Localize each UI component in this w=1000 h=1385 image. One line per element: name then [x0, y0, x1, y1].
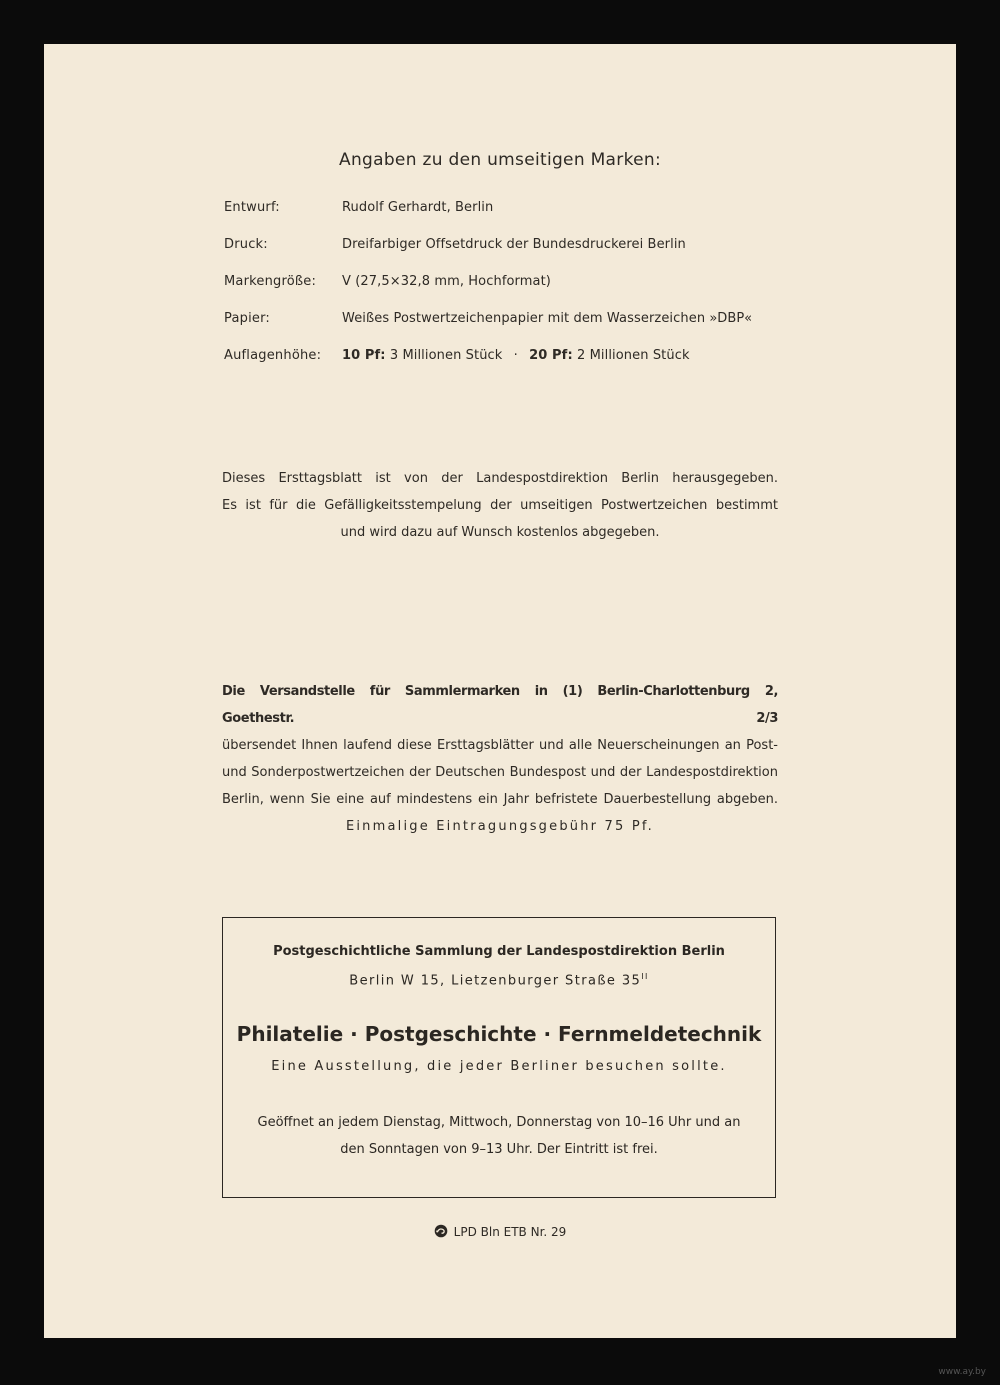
spec-label: Entwurf: [224, 200, 280, 215]
intro-line: Dieses Ersttagsblatt ist von der Landespostdirektion Berlin herausgegeben. [222, 471, 778, 486]
exhibition-box [222, 917, 776, 1198]
spec-row-print [224, 237, 686, 252]
address-floor: II [641, 972, 649, 981]
sheet-number: LPD Bln ETB Nr. 29 [453, 1225, 567, 1239]
post-horn-icon [434, 1224, 448, 1238]
spec-row-design [224, 200, 493, 215]
shipping-line-bold: Die Versandstelle für Sammlermarken in (1) Berlin-Charlottenburg 2, Goethestr. 2/3 [222, 684, 778, 726]
opening-hours-line: Geöffnet an jedem Dienstag, Mittwoch, Donnerstag von 10–16 Uhr und an [257, 1115, 741, 1130]
intro-line: Es ist für die Gefälligkeitsstempelung der umseitigen Postwertzeichen bestimmt [222, 498, 778, 513]
exhibition-headline: Philatelie · Postgeschichte · Fernmeldetechnik [236, 1022, 762, 1046]
address-text: Berlin W 15, Lietzenburger Straße 35 [349, 973, 642, 989]
spec-label: Auflagenhöhe: [224, 348, 322, 363]
exhibition-org: Postgeschichtliche Sammlung der Landespostdirektion Berlin [273, 944, 725, 959]
exhibition-address [223, 972, 775, 988]
separator: · [513, 348, 518, 363]
denomination-20: 20 Pf: [529, 348, 573, 363]
shipping-line: Berlin, wenn Sie eine auf mindestens ein Jahr befristete Dauerbestellung abgeben. [222, 792, 778, 807]
spec-value [342, 348, 690, 363]
intro-paragraph [222, 465, 778, 546]
spec-value: Dreifarbiger Offsetdruck der Bundesdruckerei Berlin [342, 237, 686, 252]
spec-label: Druck: [224, 237, 268, 252]
spec-value: Weißes Postwertzeichenpapier mit dem Wasserzeichen »DBP« [342, 311, 753, 326]
registration-fee: Einmalige Eintragungsgebühr 75 Pf. [345, 819, 655, 834]
spec-label: Papier: [224, 311, 270, 326]
spec-value: Rudolf Gerhardt, Berlin [342, 200, 494, 215]
opening-hours-line: den Sonntagen von 9–13 Uhr. Der Eintritt ist frei. [340, 1142, 658, 1157]
quantity-10: 3 Millionen Stück [389, 348, 503, 363]
footer [0, 1224, 1000, 1239]
spec-value: V (27,5×32,8 mm, Hochformat) [342, 274, 551, 289]
shipping-line: und Sonderpostwertzeichen der Deutschen Bundespost und der Landespostdirektion [222, 765, 778, 780]
spec-label: Markengröße: [224, 274, 317, 289]
spec-row-print-run [224, 348, 690, 363]
intro-line: und wird dazu auf Wunsch kostenlos abgegeben. [340, 525, 660, 540]
quantity-20: 2 Millionen Stück [576, 348, 690, 363]
spec-row-size [224, 274, 551, 289]
exhibition-tagline: Eine Ausstellung, die jeder Berliner besuchen sollte. [271, 1059, 727, 1074]
shipping-paragraph [222, 678, 778, 840]
spec-row-paper [224, 311, 752, 326]
shipping-line: übersendet Ihnen laufend diese Ersttagsblätter und alle Neuerscheinungen an Post- [222, 738, 778, 753]
page-title: Angaben zu den umseitigen Marken: [339, 150, 661, 170]
denomination-10: 10 Pf: [342, 348, 386, 363]
watermark: www.ay.by [938, 1367, 986, 1377]
